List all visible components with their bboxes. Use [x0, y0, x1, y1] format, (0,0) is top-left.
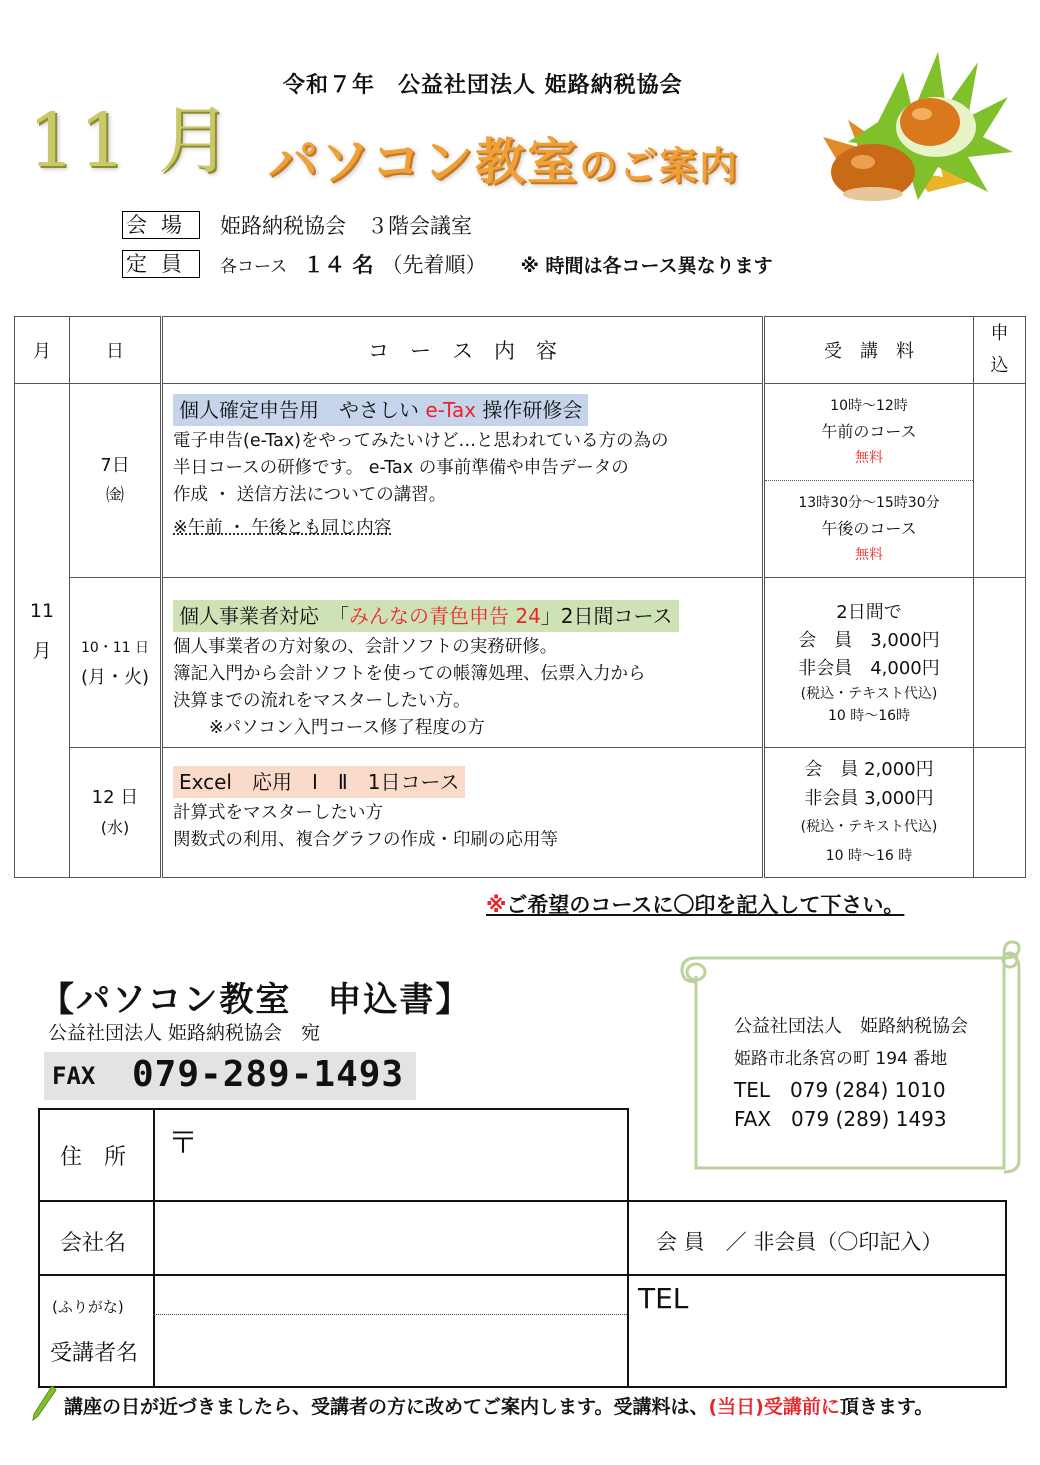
day-weekday: (水)	[100, 817, 130, 837]
application-heading: 【パソコン教室 申込書】	[40, 980, 472, 1020]
course-title-b: e-Tax	[425, 398, 477, 422]
contact-org: 公益社団法人 姫路納税協会	[734, 1016, 968, 1037]
fee-cell	[764, 578, 974, 748]
organization-subtitle: 令和７年 公益社団法人 姫路納税協会	[283, 73, 683, 98]
fee-cell	[764, 748, 974, 878]
course-cell	[162, 748, 764, 878]
postal-mark: 〒	[168, 1126, 198, 1161]
course-line: 計算式をマスターしたい方	[173, 803, 383, 823]
course-title-a: 個人確定申告用 やさしい	[179, 398, 426, 422]
capacity-row	[122, 249, 773, 279]
company-input[interactable]	[155, 1202, 625, 1272]
furigana-input[interactable]	[155, 1276, 625, 1312]
capacity-suffix: （先着順）	[381, 253, 487, 277]
course-table	[14, 316, 1026, 878]
fee-time: 10時～12時	[830, 398, 908, 414]
course-line: 簿記入門から会計ソフトを使っての帳簿処理、伝票入力から	[173, 664, 646, 684]
course-title-c: 」2日間コース	[540, 604, 673, 628]
course-note: ※パソコン入門コース修了程度の方	[209, 718, 485, 738]
fee-tax: (税込・テキスト代込)	[800, 818, 938, 835]
form-border	[627, 1108, 629, 1388]
fee-line1: 2日間で	[836, 601, 902, 623]
title-main: パソコン教室	[268, 133, 579, 191]
header-month: 月	[15, 317, 70, 384]
note-mark: ※	[486, 893, 507, 917]
month-cell: 11 月	[15, 384, 70, 878]
table-header-row	[15, 317, 1026, 384]
fee-price: 無料	[855, 450, 883, 466]
venue-label: 会場	[122, 211, 200, 239]
apply-cell[interactable]	[974, 384, 1026, 578]
course-line: 決算までの流れをマスターしたい方。	[173, 691, 471, 711]
fee-nonmember: 非会員 4,000円	[798, 657, 940, 679]
course-line: 半日コースの研修です。 e-Tax の事前準備や申告データの	[173, 458, 629, 478]
name-label: 受講者名	[50, 1341, 139, 1366]
course-line: 個人事業者の方対象の、会計ソフトの実務研修。	[173, 637, 558, 657]
footer-text-a: 講座の日が近づきましたら、受講者の方に改めてご案内します。受講料は、	[64, 1396, 709, 1418]
day-weekday: ㈮	[106, 484, 124, 506]
company-label: 会社名	[60, 1231, 127, 1256]
capacity-prefix: 各コース	[220, 256, 288, 277]
day-date: 12 日	[91, 786, 139, 808]
course-title-a: 個人事業者対応 「	[179, 604, 349, 628]
venue-value: 姫路納税協会 ３階会議室	[220, 214, 472, 238]
fee-time: 10 時～16 時	[825, 847, 913, 864]
chestnut-illustration-icon	[818, 42, 1018, 202]
form-border	[38, 1108, 40, 1388]
pencil-icon	[30, 1384, 58, 1424]
time-note: ※ 時間は各コース異なります	[520, 254, 773, 277]
contact-tel: TEL 079 (284) 1010	[734, 1078, 946, 1102]
form-border	[38, 1386, 1006, 1388]
furigana-divider	[153, 1314, 627, 1315]
day-date: 10・11 日	[80, 639, 150, 656]
course-line: 電子申告(e-Tax)をやってみたいけど…と思われている方の為の	[173, 431, 669, 451]
fee-time: 13時30分～15時30分	[798, 495, 940, 511]
fee-cell-am	[764, 384, 974, 481]
table-row	[15, 748, 1026, 878]
fee-nonmember: 非会員 3,000円	[804, 787, 934, 809]
footer-text-c: 頂きます。	[839, 1396, 934, 1418]
course-cell	[162, 578, 764, 748]
day-cell	[70, 748, 162, 878]
fax-number: 079-289-1493	[132, 1054, 405, 1095]
title-end: ご案内	[619, 144, 740, 188]
name-input[interactable]	[155, 1316, 625, 1384]
apply-cell[interactable]	[974, 578, 1026, 748]
title-no: の	[579, 144, 620, 188]
course-title: Excel 応用 Ⅰ Ⅱ 1日コース	[173, 766, 465, 798]
header-fee: 受 講 料	[764, 317, 974, 384]
venue-row	[122, 210, 472, 240]
fee-price: 無料	[855, 547, 883, 563]
fee-member: 会 員 3,000円	[798, 629, 940, 651]
course-title-c: 操作研修会	[476, 398, 583, 422]
form-border	[1005, 1200, 1007, 1388]
member-choice[interactable]: 会 員 ／ 非会員（〇印記入）	[656, 1230, 943, 1254]
table-row	[15, 578, 1026, 748]
circle-instruction	[486, 889, 904, 919]
contact-address: 姫路市北条宮の町 194 番地	[734, 1049, 948, 1069]
header-content: コ ー ス 内 容	[162, 317, 764, 384]
capacity-count: １４ 名	[303, 253, 374, 277]
fax-label: FAX	[52, 1062, 96, 1090]
page-title	[268, 122, 739, 194]
course-title	[173, 600, 679, 632]
capacity-label: 定員	[122, 250, 200, 278]
table-row	[15, 384, 1026, 481]
footer-text-b: (当日)受講前に	[708, 1396, 840, 1418]
fee-tax: (税込・テキスト代込)	[800, 685, 938, 702]
fee-time: 10 時～16時	[827, 707, 911, 724]
header-day: 日	[70, 317, 162, 384]
fee-label: 午前のコース	[821, 422, 917, 441]
day-weekday: (月・火)	[80, 666, 150, 688]
month-title: 11 月	[28, 98, 236, 184]
day-cell	[70, 578, 162, 748]
day-cell	[70, 384, 162, 578]
course-line: 作成 ・ 送信方法についての講習。	[173, 485, 447, 505]
fee-label: 午後のコース	[821, 519, 917, 538]
tel-label: TEL	[638, 1282, 689, 1315]
note-text: ご希望のコースに〇印を記入して下さい。	[506, 893, 905, 917]
day-date: 7日	[100, 454, 130, 476]
header-apply: 申込	[974, 317, 1026, 384]
course-note: ※午前 ・ 午後とも同じ内容	[173, 518, 392, 538]
address-label: 住 所	[60, 1145, 127, 1170]
address-input[interactable]	[155, 1110, 625, 1198]
footer-note	[64, 1392, 933, 1419]
apply-cell[interactable]	[974, 748, 1026, 878]
application-recipient: 公益社団法人 姫路納税協会 宛	[48, 1022, 321, 1044]
course-cell	[162, 384, 764, 578]
contact-fax: FAX 079 (289) 1493	[734, 1107, 947, 1131]
furigana-label: (ふりがな)	[52, 1298, 124, 1316]
course-line: 関数式の利用、複合グラフの作成・印刷の応用等	[173, 830, 558, 850]
tel-input[interactable]	[630, 1276, 1002, 1384]
course-title	[173, 394, 588, 426]
course-title-b: みんなの青色申告 24	[349, 604, 541, 628]
fee-cell-pm	[764, 481, 974, 578]
fee-member: 会 員 2,000円	[804, 758, 934, 780]
